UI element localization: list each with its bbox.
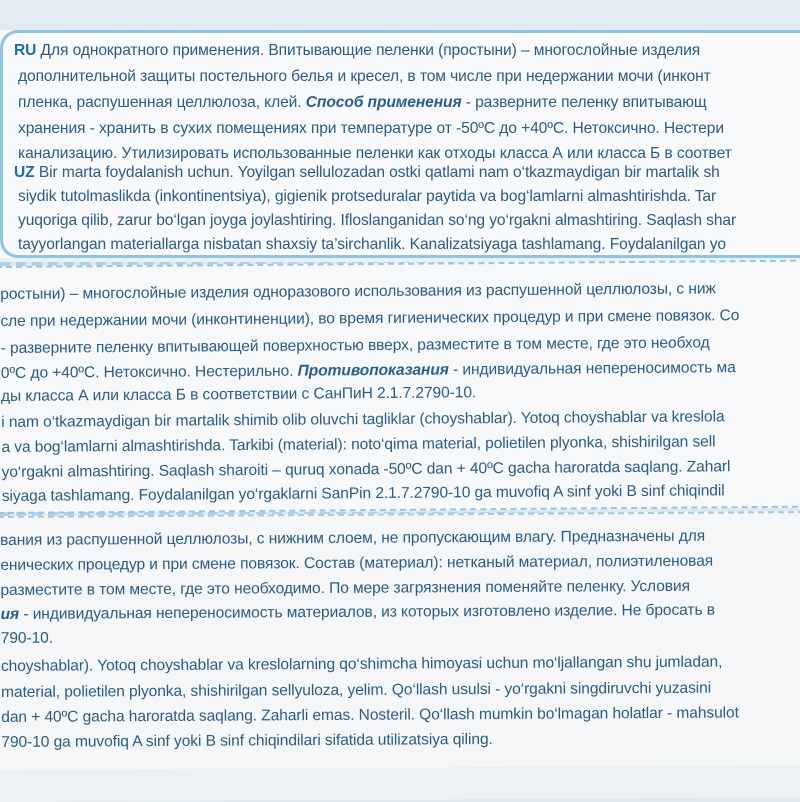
text-line: siyaga tashlamang. Foydalanilgan yo‘rgaklarni SanPin 2.1.7.2790-10 ga muvofiq A sinf yoki B sinf chiqindil [1, 482, 725, 505]
text-line: ростыни) – многослойные изделия одноразового использования из распушенной целлюлозы, с ниж [0, 280, 716, 303]
text-line: ия - индивидуальная непереносимость материалов, из которых изготовлено изделие. Не бросать в [0, 601, 715, 623]
panel-top-band [0, 0, 800, 30]
text-line: 790-10. [0, 629, 54, 647]
text-line: a va bog‘lamlarni almashtirishda. Tarkibi (material): noto‘qima material, polietilen plyonka, shishirilgan sell [1, 433, 716, 456]
text-line: енических процедур и при смене повязок. Состав (материал): нетканый материал, полиэтиленовая [0, 552, 714, 574]
text-line: choyshablar). Yotoq choyshablar va kreslolarning qo‘shimcha himoyasi uchun mo‘ljallangan shu jumladan, [0, 653, 723, 675]
packaging-panel-bottom [0, 511, 800, 802]
emphasis-contraindications: Противопоказания [297, 361, 449, 380]
text-line: пленка, распушенная целлюлоза, клей. Способ применения - разверните пеленку впитывающ [18, 94, 707, 111]
text-line: siydik tutolmaslikda (inkontinentsiya), gigienik protseduralar paytida va bog‘lamlarni almashtirishda. Tar [18, 188, 717, 205]
text-line: i nam o‘tkazmaydigan bir martalik shimib olib oluvchi tagliklar (choyshablar). Yotoq choyshablar va kreslola [1, 408, 725, 431]
text-line: ды класса А или класса Б в соответствии с СанПиН 2.1.7.2790-10. [0, 384, 477, 405]
text-line: разместите в том месте, где это необходимо. По мере загрязнения поменяйте пеленку. Условия [0, 577, 690, 599]
panel-bottom-band [0, 765, 800, 802]
text-line: UZ Bir marta foydalanish uchun. Yoyilgan sellulozadan ostki qatlami nam o‘tkazmaydigan bir martalik sh [14, 164, 720, 181]
text-line: RU Для однократного применения. Впитывающие пеленки (простыни) – многослойные изделия [14, 42, 701, 59]
text-line: dan + 40ºC gacha haroratda saqlang. Zaharli emas. Nosteril. Qo‘llash mumkin bo‘lmagan holatlar - mahsulot [1, 704, 739, 726]
text-line: 0ºC до +40ºC. Нетоксично. Нестерильно. Противопоказания - индивидуальная непереносимость ма [0, 359, 736, 382]
language-label-uz: UZ [14, 164, 35, 181]
text-line: yo‘rgakni almashtiring. Saqlash sharoiti – quruq xonada -50ºC dan + 40ºC gacha haroratda saqlang. Zaharl [1, 458, 731, 481]
text-line: вания из распушенной целлюлозы, с нижним слоем, не пропускающим влагу. Предназначены для [0, 527, 706, 549]
packaging-panel-middle [0, 260, 800, 514]
emphasis-usage: Способ применения [305, 94, 462, 111]
text-line: хранения - хранить в сухих помещениях при температуре от -50ºC до +40ºC. Нетоксично. Нестери [18, 120, 724, 137]
packaging-panel-top [0, 0, 800, 262]
text-line: сле при недержании мочи (инконтиненции), во время гигиенических процедур и при смене повязок. Со [0, 307, 740, 330]
language-label-ru: RU [14, 42, 37, 59]
text-line: 790-10 ga muvofiq A sinf yoki B sinf chiqindilari sifatida utilizatsiya qiling. [1, 730, 493, 751]
text-line: - разверните пеленку впитывающей поверхностью вверх, разместите в том месте, где это необход [0, 334, 710, 357]
emphasis-fragment: ия [0, 605, 20, 623]
text-line: material, polietilen plyonka, shishirilgan sellyuloza, yelim. Qo‘llash usulsi - yo‘rgakni singdiruvchi yuzasini [1, 679, 712, 701]
text-line: yuqoriga qilib, zarur bo‘lgan joyga joylashtiring. Ifloslanganidan so‘ng yo‘rgakni almashtiring. Saqlash shar [18, 212, 737, 229]
text-line: дополнительной защиты постельного белья и кресел, в том числе при недержании мочи (инконт [18, 68, 711, 85]
text-line: tayyorlangan materiallarga nisbatan shaxsiy ta’sirchanlik. Kanalizatsiyaga tashlamang. Foydalanilgan yo [18, 236, 726, 253]
text-line: канализацию. Утилизировать использованные пеленки как отходы класса А или класса Б в соответ [18, 145, 732, 162]
